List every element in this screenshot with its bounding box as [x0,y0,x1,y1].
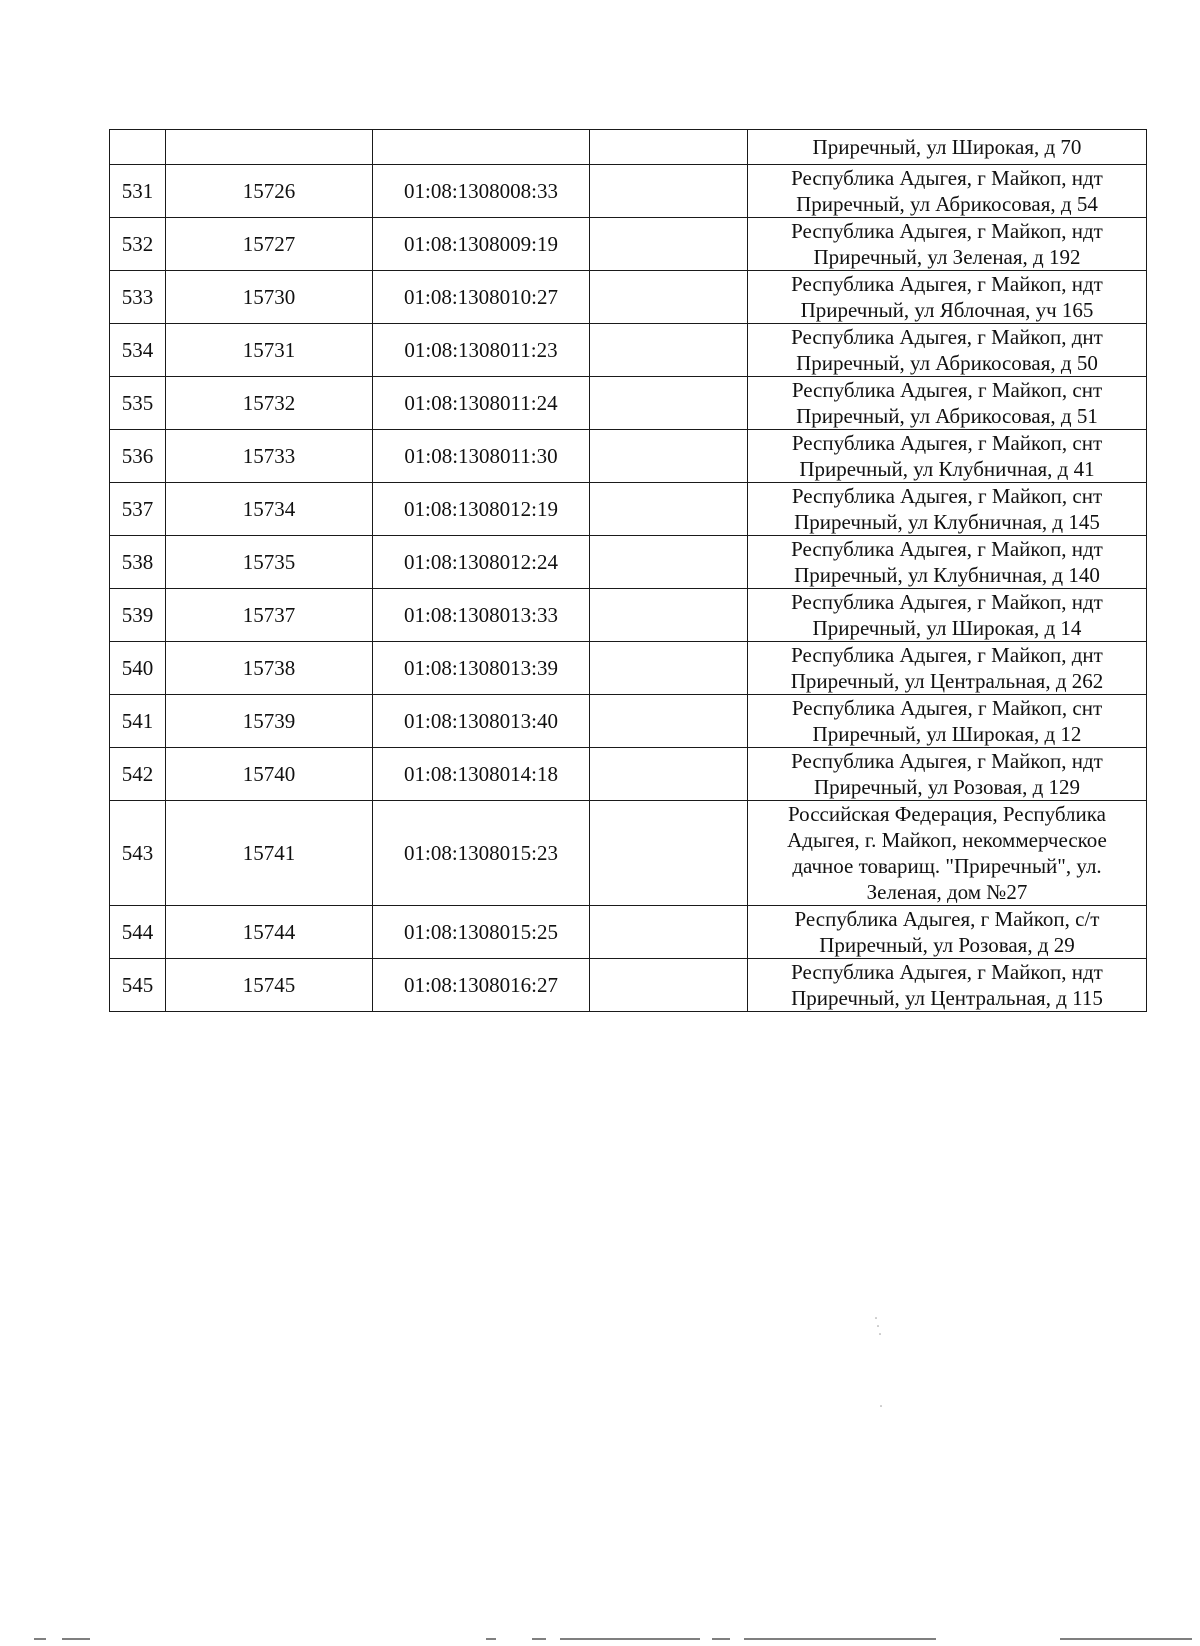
row-number-cell: 543 [110,801,166,906]
cadastral-number-cell: 01:08:1308013:33 [373,589,590,642]
scan-speck [879,1333,881,1335]
cadastral-number-cell: 01:08:1308015:23 [373,801,590,906]
cadastral-number-cell: 01:08:1308016:27 [373,959,590,1012]
row-number-cell: 541 [110,695,166,748]
address-cell: Республика Адыгея, г Майкоп, снт Приречный, ул Абрикосовая, д 51 [748,377,1147,430]
cadastral-number-cell: 01:08:1308013:40 [373,695,590,748]
empty-cell [590,589,748,642]
empty-cell [590,483,748,536]
address-cell: Республика Адыгея, г Майкоп, ндт Приречный, ул Центральная, д 115 [748,959,1147,1012]
address-cell: Республика Адыгея, г Майкоп, ндт Приречный, ул Широкая, д 14 [748,589,1147,642]
table-row [110,959,1147,1012]
object-code-cell [166,130,373,165]
empty-cell [590,695,748,748]
empty-cell [590,959,748,1012]
empty-cell [590,748,748,801]
object-code-cell: 15739 [166,695,373,748]
empty-cell [590,536,748,589]
table-row [110,218,1147,271]
object-code-cell: 15726 [166,165,373,218]
row-number-cell: 535 [110,377,166,430]
table-row [110,642,1147,695]
object-code-cell: 15745 [166,959,373,1012]
address-cell: Республика Адыгея, г Майкоп, ндт Приречный, ул Зеленая, д 192 [748,218,1147,271]
cadastral-number-cell: 01:08:1308010:27 [373,271,590,324]
address-cell: Республика Адыгея, г Майкоп, с/т Приречный, ул Розовая, д 29 [748,906,1147,959]
empty-cell [590,165,748,218]
table-row-continuation [110,130,1147,165]
table-row [110,695,1147,748]
table-row [110,801,1147,906]
object-code-cell: 15735 [166,536,373,589]
table-row [110,430,1147,483]
object-code-cell: 15741 [166,801,373,906]
cadastral-number-cell: 01:08:1308011:30 [373,430,590,483]
scan-speck [875,1317,877,1319]
cadastral-number-cell: 01:08:1308015:25 [373,906,590,959]
row-number-cell: 537 [110,483,166,536]
cadastral-number-cell: 01:08:1308011:24 [373,377,590,430]
empty-cell [590,271,748,324]
object-code-cell: 15731 [166,324,373,377]
table-row [110,165,1147,218]
table-row [110,324,1147,377]
table-row [110,906,1147,959]
table-row [110,271,1147,324]
empty-cell [590,377,748,430]
address-cell: Республика Адыгея, г Майкоп, днт Приречный, ул Абрикосовая, д 50 [748,324,1147,377]
empty-cell [590,430,748,483]
row-number-cell: 536 [110,430,166,483]
address-cell: Республика Адыгея, г Майкоп, ндт Приречный, ул Яблочная, уч 165 [748,271,1147,324]
address-cell: Российская Федерация, Республика Адыгея, г. Майкоп, некоммерческое дачное товарищ. "Приречный", ул. Зеленая, дом №27 [748,801,1147,906]
land-plot-registry-table [109,129,1147,1012]
object-code-cell: 15733 [166,430,373,483]
cadastral-number-cell: 01:08:1308013:39 [373,642,590,695]
object-code-cell: 15740 [166,748,373,801]
scan-speck [880,1405,882,1407]
row-number-cell [110,130,166,165]
table-row [110,536,1147,589]
address-cell: Республика Адыгея, г Майкоп, ндт Приречный, ул Клубничная, д 140 [748,536,1147,589]
row-number-cell: 540 [110,642,166,695]
object-code-cell: 15727 [166,218,373,271]
row-number-cell: 532 [110,218,166,271]
object-code-cell: 15732 [166,377,373,430]
table-row [110,589,1147,642]
object-code-cell: 15737 [166,589,373,642]
cadastral-number-cell: 01:08:1308011:23 [373,324,590,377]
cadastral-number-cell: 01:08:1308014:18 [373,748,590,801]
row-number-cell: 545 [110,959,166,1012]
empty-cell [590,642,748,695]
row-number-cell: 544 [110,906,166,959]
row-number-cell: 538 [110,536,166,589]
object-code-cell: 15738 [166,642,373,695]
cadastral-number-cell: 01:08:1308012:19 [373,483,590,536]
empty-cell [590,324,748,377]
row-number-cell: 534 [110,324,166,377]
scan-speck [877,1325,879,1327]
address-cell: Республика Адыгея, г Майкоп, днт Приречный, ул Центральная, д 262 [748,642,1147,695]
cadastral-number-cell [373,130,590,165]
table-row [110,377,1147,430]
address-cell: Республика Адыгея, г Майкоп, снт Приречный, ул Клубничная, д 41 [748,430,1147,483]
empty-cell [590,218,748,271]
object-code-cell: 15744 [166,906,373,959]
row-number-cell: 542 [110,748,166,801]
address-cell: Республика Адыгея, г Майкоп, снт Приречный, ул Широкая, д 12 [748,695,1147,748]
address-cell: Республика Адыгея, г Майкоп, ндт Приречный, ул Розовая, д 129 [748,748,1147,801]
table-row [110,748,1147,801]
cadastral-number-cell: 01:08:1308012:24 [373,536,590,589]
empty-cell [590,906,748,959]
object-code-cell: 15734 [166,483,373,536]
address-cell: Республика Адыгея, г Майкоп, снт Приречный, ул Клубничная, д 145 [748,483,1147,536]
object-code-cell: 15730 [166,271,373,324]
table-row [110,483,1147,536]
row-number-cell: 531 [110,165,166,218]
cadastral-number-cell: 01:08:1308008:33 [373,165,590,218]
empty-cell [590,130,748,165]
empty-cell [590,801,748,906]
address-cell: Приречный, ул Широкая, д 70 [748,130,1147,165]
row-number-cell: 533 [110,271,166,324]
address-cell: Республика Адыгея, г Майкоп, ндт Приречный, ул Абрикосовая, д 54 [748,165,1147,218]
cadastral-number-cell: 01:08:1308009:19 [373,218,590,271]
row-number-cell: 539 [110,589,166,642]
